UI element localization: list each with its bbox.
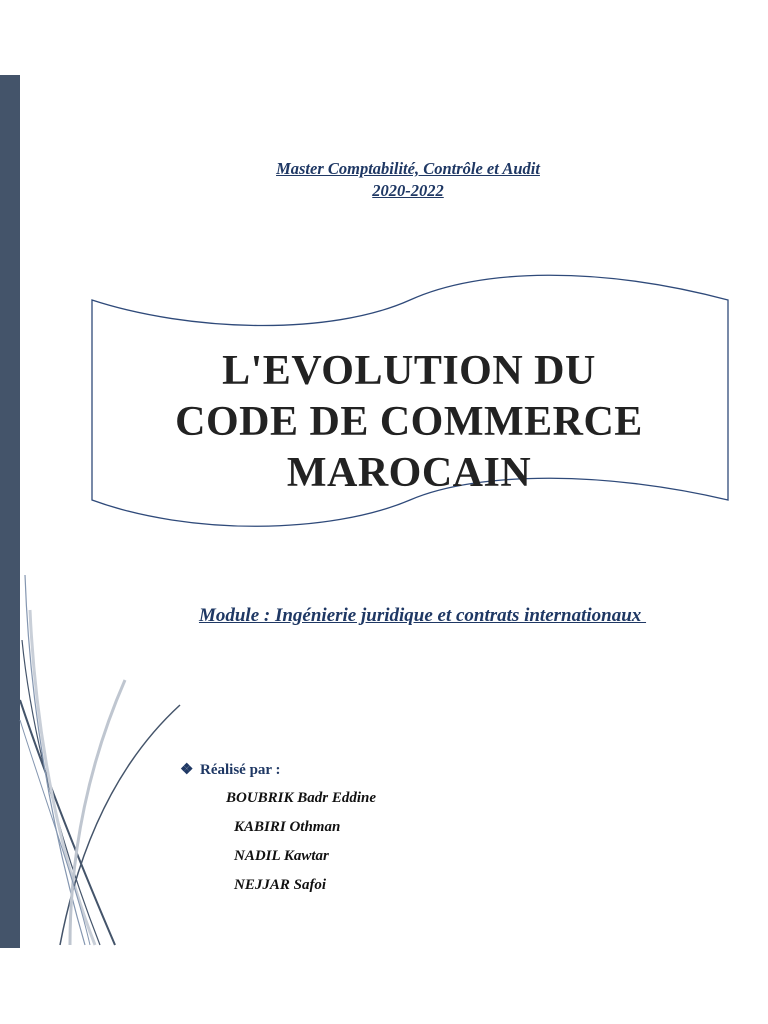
title-line-1: L'EVOLUTION DU — [222, 348, 596, 394]
title-line-3: MAROCAIN — [286, 450, 532, 496]
program-title: Master Comptabilité, Contrôle et Audit — [276, 159, 540, 178]
diamond-bullet-icon: ❖ — [180, 762, 194, 778]
realise-label: Réalisé par : — [200, 762, 281, 778]
document-title — [90, 346, 728, 499]
author-name: BOUBRIK Badr Eddine — [226, 790, 377, 806]
program-years: 2020-2022 — [372, 181, 444, 200]
author-name: KABIRI Othman — [234, 819, 341, 835]
module-heading — [0, 577, 768, 655]
title-line-2: CODE DE COMMERCE — [175, 399, 643, 445]
module-text: Module : Ingénierie juridique et contrats internationaux — [198, 605, 647, 626]
author-name: NADIL Kawtar — [234, 848, 329, 864]
realise-par-heading — [180, 760, 281, 780]
author-name: NEJJAR Safoi — [234, 877, 327, 893]
